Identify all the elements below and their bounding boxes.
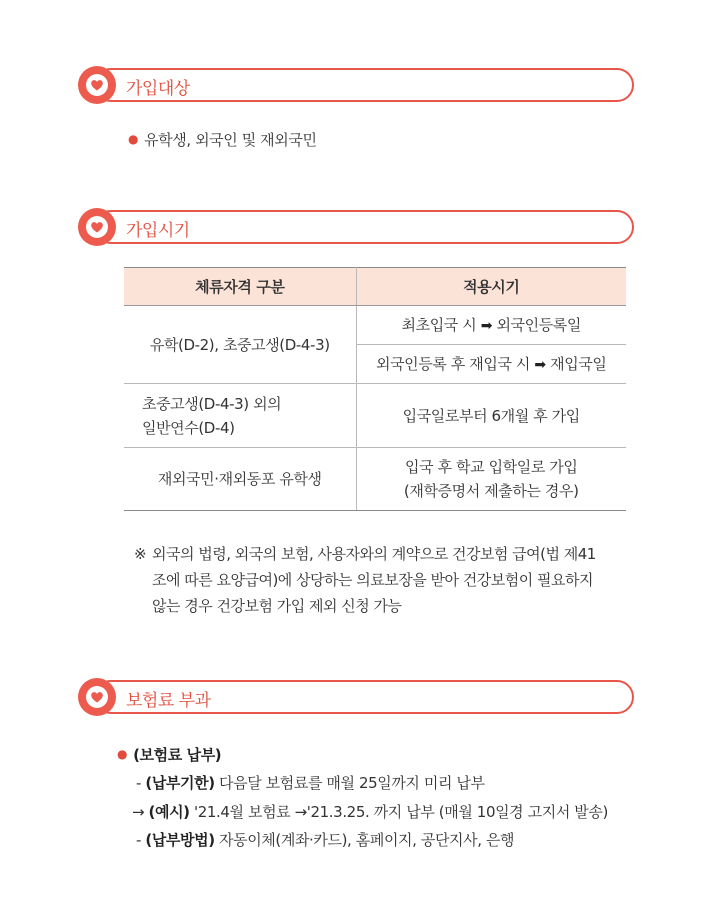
qualification-table <box>124 267 626 511</box>
heart-icon <box>78 678 116 716</box>
section-title: 가입시기 <box>126 221 190 241</box>
premium-method: - (납부방법) 자동이체(계좌·카드), 홈페이지, 공단지사, 은행 <box>136 831 515 849</box>
premium-deadline: - (납부기한) 다음달 보험료를 매월 25일까지 미리 납부 <box>136 774 485 792</box>
bullet-dot-icon: ● <box>117 747 128 761</box>
section-header-timing <box>78 209 634 245</box>
right-arrow-icon: ➡ <box>534 356 546 373</box>
target-bullet <box>128 129 317 150</box>
section-header-target <box>78 67 634 103</box>
note-line: 외국의 법령, 외국의 보험, 사용자와의 계약으로 건강보험 급여(법 제41 <box>152 545 596 563</box>
reference-mark: ※ <box>134 545 147 563</box>
column-header-timing: 적용시기 <box>356 268 626 306</box>
section-title: 보험료 부과 <box>126 691 211 711</box>
table-row <box>124 306 626 345</box>
section-title: 가입대상 <box>126 79 190 99</box>
table-cell-status: 재외국민·재외동포 유학생 <box>124 448 356 511</box>
premium-example: → (예시) '21.4월 보험료 →'21.3.25. 까지 납부 (매월 10일경 고지서 발송) <box>132 803 608 821</box>
heart-icon <box>78 208 116 246</box>
right-arrow-icon: ➡ <box>480 317 493 334</box>
table-header-row <box>124 268 626 306</box>
exemption-note <box>134 541 634 619</box>
table-cell-timing: 외국인등록 후 재입국 시 ➡ 재입국일 <box>356 345 626 384</box>
heart-icon <box>78 66 116 104</box>
table-row <box>124 384 626 448</box>
bullet-dot-icon: ● <box>128 132 139 146</box>
premium-heading: ● (보험료 납부) <box>117 746 222 764</box>
section-header-premium <box>78 679 634 715</box>
table-cell-timing: 입국 후 학교 입학일로 가입 (재학증명서 제출하는 경우) <box>356 448 626 511</box>
target-text: 유학생, 외국인 및 재외국민 <box>144 131 317 149</box>
table-cell-timing: 최초입국 시 ➡ 외국인등록일 <box>356 306 626 345</box>
table-cell-timing: 입국일로부터 6개월 후 가입 <box>356 384 626 448</box>
note-line: 않는 경우 건강보험 가입 제외 신청 가능 <box>152 597 402 615</box>
table-row <box>124 448 626 511</box>
table-cell-status: 유학(D-2), 초중고생(D-4-3) <box>124 306 356 384</box>
note-line: 조에 따른 요양급여)에 상당하는 의료보장을 받아 건강보험이 필요하지 <box>152 571 593 589</box>
table-cell-status: 초중고생(D-4-3) 외의 일반연수(D-4) <box>124 384 356 448</box>
column-header-status: 체류자격 구분 <box>124 268 356 306</box>
